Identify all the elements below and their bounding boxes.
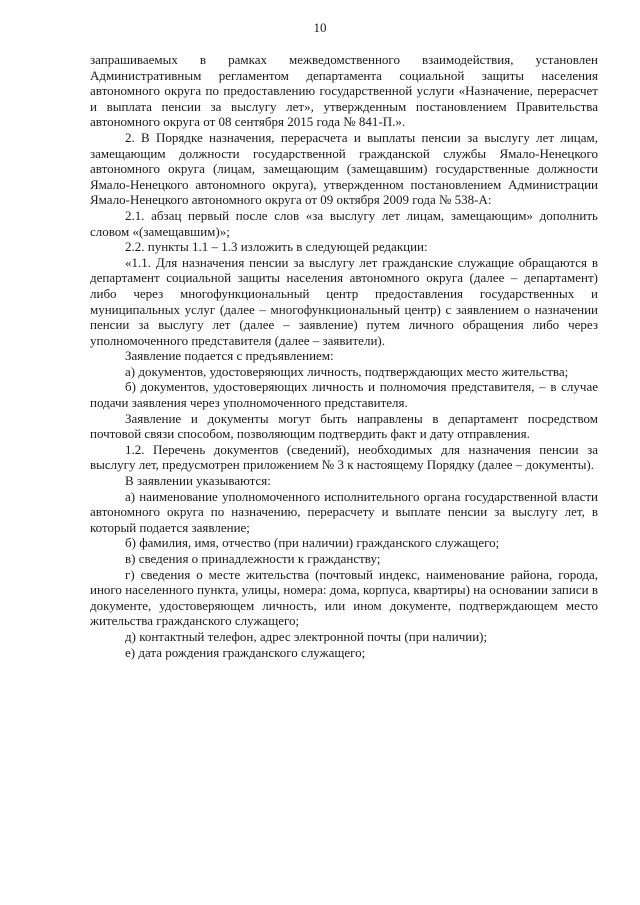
document-body xyxy=(90,52,598,660)
paragraph: а) документов, удостоверяющих личность, подтверждающих место жительства; xyxy=(125,363,569,379)
paragraph: В заявлении указываются: xyxy=(125,473,271,489)
paragraph: е) дата рождения гражданского служащего; xyxy=(125,644,366,660)
paragraph: 1.2. Перечень документов (сведений), необходимых для назначения пенсии за выслугу лет, предусмотрен приложением № 3 к настоящему Порядку (далее – документы). xyxy=(90,441,598,473)
paragraph: 2. В Порядке назначения, перерасчета и выплаты пенсии за выслугу лет лицам, замещающим должности государственной гражданской службы Ямало-Ненецкого автономного округа (лицам, замещающим (замещавшим) государственные должности Ямало-Ненецкого автономного округа), утвержденном постановлением Администрации Ямало-Ненецкого автономного округа от 09 октября 2009 года № 538-А: xyxy=(90,129,598,208)
paragraph: д) контактный телефон, адрес электронной почты (при наличии); xyxy=(125,628,488,644)
paragraph: 2.2. пункты 1.1 – 1.3 изложить в следующей редакции: xyxy=(125,239,428,255)
paragraph: б) документов, удостоверяющих личность и полномочия представителя, – в случае подачи заявления через уполномоченного представителя. xyxy=(90,379,598,411)
paragraph: г) сведения о месте жительства (почтовый индекс, наименование района, города, иного населенного пункта, улицы, номера: дома, корпуса, квартиры) на основании записи в документе, удостоверяющем личность, или ином документе, подтверждающем место жительства гражданского служащего; xyxy=(90,566,598,629)
paragraph: 2.1. абзац первый после слов «за выслугу лет лицам, замещающим» дополнить словом «(замещавшим)»; xyxy=(90,207,598,239)
paragraph: б) фамилия, имя, отчество (при наличии) гражданского служащего; xyxy=(125,535,500,551)
paragraph: Заявление подается с предъявлением: xyxy=(125,348,334,364)
paragraph: Заявление и документы могут быть направлены в департамент посредством почтовой связи способом, позволяющим подтвердить факт и дату отправления. xyxy=(90,410,598,442)
paragraph: «1.1. Для назначения пенсии за выслугу лет гражданские служащие обращаются в департамент социальной защиты населения автономного округа (далее – департамент) либо через многофункциональный центр предоставления государственных и муниципальных услуг (далее – многофункциональный центр) с заявлением о назначении пенсии за выслугу лет (далее – заявление) путем личного обращения либо через уполномоченного представителя (далее – заявители). xyxy=(90,254,598,348)
page-number: 10 xyxy=(313,20,327,35)
paragraph: запрашиваемых в рамках межведомственного взаимодействия, установлен Административным регламентом департамента социальной защиты населения автономного округа по предоставлению государственной услуги «Назначение, перерасчет и выплата пенсии за выслугу лет», утвержденным постановлением Правительства автономного округа от 08 сентября 2015 года № 841-П.». xyxy=(90,52,598,130)
paragraph: а) наименование уполномоченного исполнительного органа государственной власти автономного округа по назначению, перерасчету и выплате пенсии за выслугу лет, в который подается заявление; xyxy=(90,488,598,535)
paragraph: в) сведения о принадлежности к гражданству; xyxy=(125,551,381,566)
